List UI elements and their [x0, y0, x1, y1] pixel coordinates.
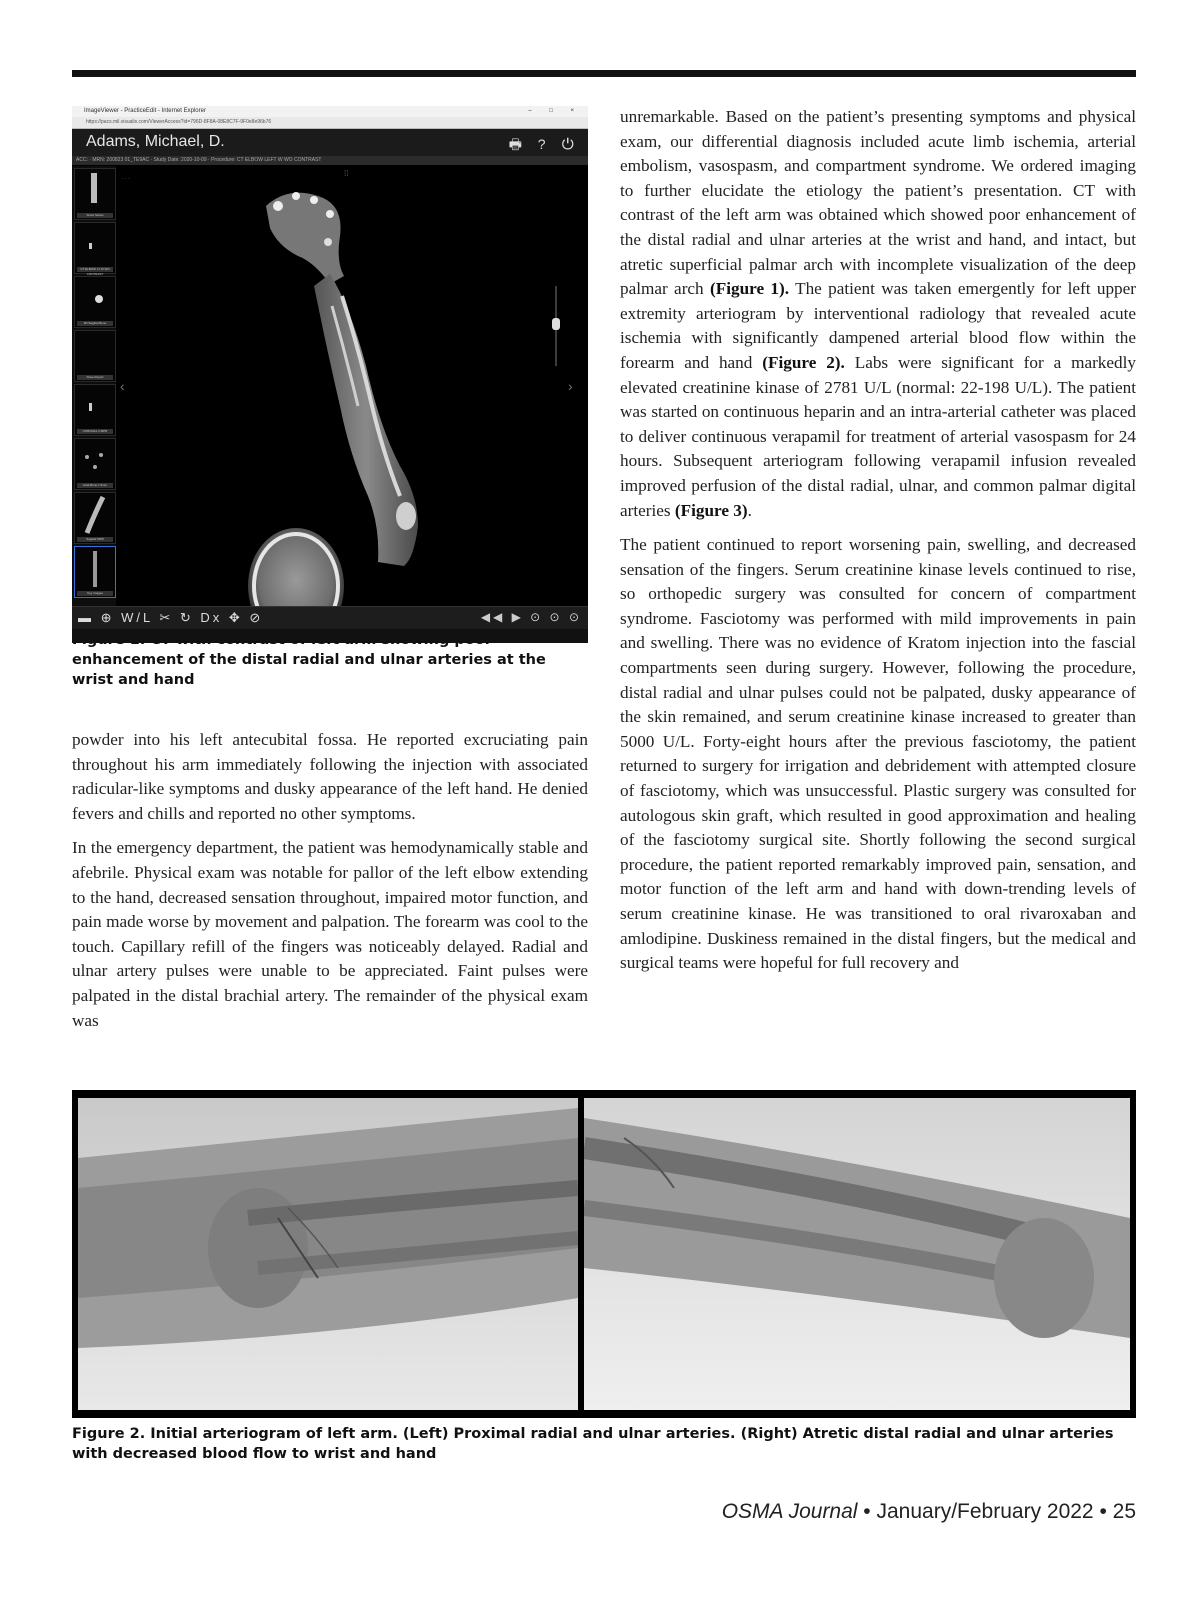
- thumbnail-label: Sagittal MPR: [77, 537, 113, 542]
- thumbnail-series: [74, 276, 116, 328]
- window-title: ImageViewer - PracticeEdit - Internet Explorer: [84, 108, 206, 114]
- prev-image-arrow: ‹: [120, 378, 125, 394]
- figure-1-caption: Figure 1. CT with contrast of left arm showing poor enhancement of the distal radial and ulnar arteries at the wrist and hand: [72, 632, 546, 688]
- text-run: Labs were significant for a markedly elevated creatinine kinase of 2781 U/L (normal: 22-198 U/L). The patient was started on continuous heparin and an intra-arterial catheter was placed to deliver continuous verapamil for treatment of arterial vasospasm for 24 hours. Subsequent arteriogram following verapamil infusion revealed improved perfusion of the distal radial, ulnar, and common palmar digital arteries: [620, 352, 1136, 520]
- slice-slider: [552, 318, 560, 330]
- header-icons: 🖶 ? ⏻: [508, 136, 580, 152]
- patient-name: Adams, Michael, D.: [86, 133, 225, 150]
- thumbnail-image: [75, 277, 115, 321]
- thumbnail-label: CT ELBOW LT W WO CONTRAST: [77, 267, 113, 272]
- thumbnail-image: [75, 439, 115, 483]
- top-rule: [72, 70, 1136, 77]
- window-titlebar: [72, 106, 588, 117]
- address-bar: [72, 117, 588, 129]
- thumbnail-label: Scout Series: [77, 213, 113, 218]
- thumbnail-series: [74, 222, 116, 274]
- figure-1-ct-viewer: [72, 106, 588, 643]
- thumbnail-label: Key Images: [77, 591, 113, 596]
- journal-name: OSMA Journal: [721, 1500, 858, 1523]
- right-column-text: [620, 105, 1136, 986]
- thumbnail-image: [75, 547, 115, 591]
- thumbnail-label: 3D Sagittal Bone: [77, 321, 113, 326]
- toolbar-playback: ◀◀ ▶ ⊙ ⊙ ⊙: [480, 610, 582, 624]
- thumbnail-image: [75, 493, 115, 537]
- thumbnail-label: Dose Report: [77, 375, 113, 380]
- series-thumbnails: [72, 166, 116, 606]
- thumbnail-series: [74, 168, 116, 220]
- paragraph: powder into his left antecubital fossa. He reported excruciating pain throughout his arm immediately following the injection with associated radicular-like symptoms and dusky appearance of the left hand. He denied fevers and chills and reported no other symptoms.: [72, 730, 588, 823]
- arteriogram-right-distal: [584, 1098, 1130, 1410]
- viewer-toolbar: [72, 606, 588, 629]
- text-run: .: [747, 500, 752, 520]
- figure-2-caption: Figure 2. Initial arteriogram of left arm. (Left) Proximal radial and ulnar arteries. (Right) Atretic distal radial and ulnar arteries with decreased blood flow to wrist and hand: [72, 1426, 1114, 1462]
- text-run: unremarkable. Based on the patient’s presenting symptoms and physical exam, our differential diagnosis included acute limb ischemia, arterial embolism, vasospasm, and compartment syndrome. We ordered imaging to further elucidate the etiology the patient’s presentation. CT with contrast of the left arm was obtained which showed poor enhancement of the distal radial and ulnar arteries at the wrist and hand, and intact, but atretic superficial palmar arch with incomplete visualization of the deep palmar arch: [620, 107, 1136, 299]
- study-info-bar: [72, 156, 588, 165]
- paragraph: [620, 105, 1136, 523]
- thumbnail-label: CORONAL 3 MPR: [77, 429, 113, 434]
- thumbnail-image: [75, 385, 115, 429]
- text-run: The patient was taken emergently for left upper extremity arteriogram by interventional radiology that revealed acute ischemia with significantly dampened arterial blood flow within the forearm and hand: [620, 279, 1136, 372]
- figure-reference: (Figure 3): [674, 500, 748, 520]
- figure-reference: (Figure 1).: [709, 279, 790, 299]
- next-image-arrow: ›: [568, 378, 573, 394]
- thumbnail-image: [75, 169, 115, 213]
- issue-and-page: • January/February 2022 • 25: [857, 1500, 1136, 1523]
- paragraph: The patient continued to report worsening pain, swelling, and decreased sensation of the fingers. Serum creatinine kinase levels continued to rise, so orthopedic surgery was consulted for concern of compartment syndrome. Fasciotomy was performed with mild improvements in pain and swelling. There was no evidence of Kratom injection into the fascial compartments seen during surgery. However, following the procedure, distal radial and ulnar pulses could not be palpated, dusky appearance of the skin remained, and serum creatinine kinase increased to greater than 5000 U/L. Forty-eight hours after the previous fasciotomy, the patient returned to surgery for irrigation and debridement with attempted closure of fasciotomy, which was unsuccessful. Plastic surgery was consulted for autologous skin graft, which resulted in good approximation and healing of the fasciotomy surgical site. Shortly following the second surgical procedure, the patient reported remarkably improved pain, sensation, and motor function of the left arm and hand with down-trending levels of serum creatinine kinase. He was transitioned to oral rivaroxaban and amlodipine. Duskiness remained in the distal fingers, but the medical and surgical teams were hopeful for full recovery and: [620, 535, 1136, 973]
- thumbnail-image: [75, 223, 115, 267]
- paragraph: In the emergency department, the patient was hemodynamically stable and afebrile. Physical exam was notable for pallor of the left elbow extending to the hand, decreased sensation throughout, impaired motor function, and pain made worse by movement and palpation. The forearm was cool to the touch. Capillary refill of the fingers was noticeably delayed. Radial and ulnar artery pulses were unable to be appreciated. Faint pulses were palpated in the distal brachial artery. The remainder of the physical exam was: [72, 838, 588, 1030]
- thumbnail-series: [74, 492, 116, 544]
- page-footer: [722, 1500, 1136, 1524]
- thumbnail-image: [75, 331, 115, 375]
- thumbnail-series: [74, 438, 116, 490]
- thumbnail-series: [74, 330, 116, 382]
- toolbar-tools: ▬ ⊕ W/L ✂ ↻ Dx ✥ ⊘: [78, 610, 264, 625]
- overlay-text-tl: · · ·: [122, 176, 130, 182]
- thumbnail-label: Axial Bone 1.5mm: [77, 483, 113, 488]
- ct-image-viewport: [118, 166, 588, 606]
- thumbnail-series: [74, 384, 116, 436]
- study-info: ACC: · MRN: 200823 01_TE9AC · Study Date: 2020-10-09 · Procedure: CT ELBOW LEFT W WO CONTRAST: [76, 157, 322, 163]
- address-url: https://pacs.mil.visualis.com/ViewerAccess?id=796D-8F8A-08E8C7F-9F0e8e96b76: [86, 119, 272, 125]
- arteriogram-left-proximal: [78, 1098, 578, 1410]
- figure-2-arteriograms: [72, 1090, 1136, 1418]
- window-controls: – □ ×: [528, 108, 582, 114]
- left-column-text: [72, 728, 588, 1043]
- thumbnail-series-selected: [74, 546, 116, 598]
- viewer-header: [72, 129, 588, 156]
- ct-arm-image: [118, 166, 588, 606]
- figure-reference: (Figure 2).: [762, 352, 845, 372]
- svg-text:⁞⁞: ⁞⁞: [344, 169, 349, 178]
